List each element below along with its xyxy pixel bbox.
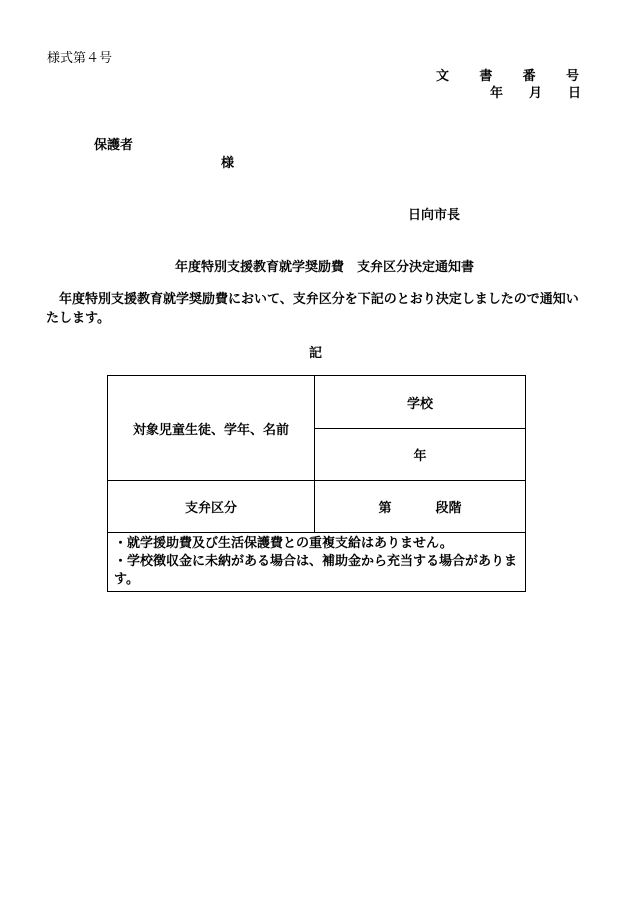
level-suffix: 段階 (435, 501, 462, 516)
category-label: 支弁区分 (108, 481, 315, 533)
form-number: 様式第４号 (47, 51, 113, 66)
note-item: ・学校徴収金に未納がある場合は、補助金から充当する場合があります。 (114, 554, 518, 587)
doc-number-char: 文 (436, 69, 450, 84)
target-student-label: 対象児童生徒、学年、名前 (108, 376, 315, 481)
level-prefix: 第 (378, 501, 392, 516)
date-day: 日 (567, 86, 581, 101)
document-title: 年度特別支援教育就学奨励費 支弁区分決定通知書 (175, 260, 475, 275)
school-cell: 学校 (315, 376, 526, 429)
grade-cell: 年 (315, 429, 526, 481)
honorific-sama: 様 (221, 156, 235, 171)
body-text: 年度特別支援教育就学奨励費において、支弁区分を下記のとおり決定しましたので通知いたします。 (46, 292, 579, 326)
decision-table (107, 375, 526, 592)
date-line (490, 82, 581, 101)
doc-number-char: 書 (479, 69, 493, 84)
issuer-name: 日向市長 (408, 208, 461, 223)
date-month: 月 (528, 86, 542, 101)
ki-heading: 記 (309, 346, 323, 361)
level-cell (315, 481, 526, 533)
date-year: 年 (490, 86, 504, 101)
notes-cell (108, 533, 526, 592)
doc-number-char: 番 (522, 69, 536, 84)
doc-number-char: 号 (565, 69, 579, 84)
note-item: ・就学援助費及び生活保護費との重複支給はありません。 (114, 536, 453, 551)
guardian-label: 保護者 (94, 138, 134, 153)
